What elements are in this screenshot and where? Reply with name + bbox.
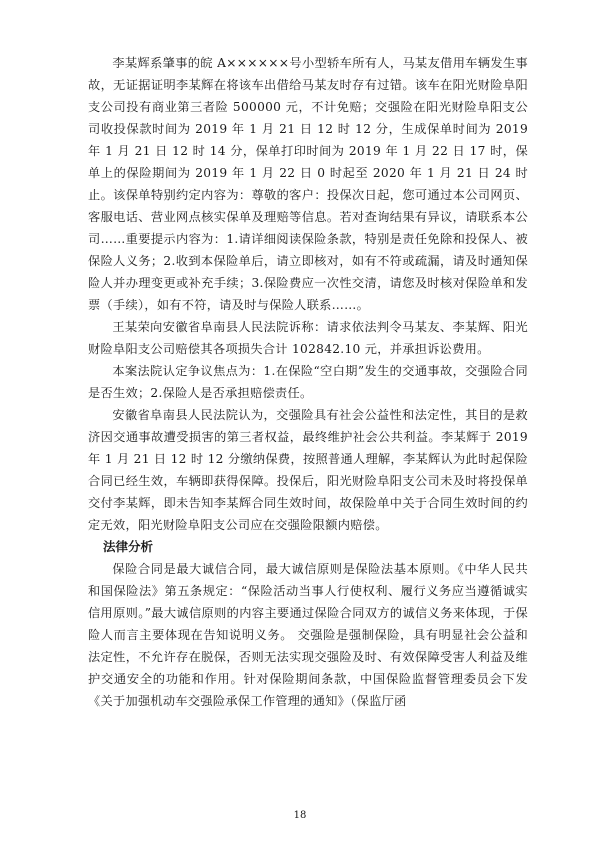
- paragraph-court-opinion: 安徽省阜南县人民法院认为，交强险具有社会公益性和法定性，其目的是救济因交通事故遭受损害的第三者权益，最终维护社会公共利益。李某辉于 2019 年 1 月 21 日 12 时 12 分缴纳保费，按照普通人理解，李某辉认为此时起保险合同已经生效，车辆即获得保障。投保后，阳光财险阜阳支公司未及时将投保单交付李某辉，即未告知李某辉合同生效时间，故保险单中关于合同生效时间的约定无效，阳光财险阜阳支公司应在交强险限额内赔偿。: [88, 408, 528, 532]
- page-number: 18: [293, 810, 307, 821]
- paragraph-dispute-focus: 本案法院认定争议焦点为：1.在保险“空白期”发生的交通事故，交强险合同是否生效；2.保险人是否承担赔偿责任。: [88, 364, 528, 400]
- page-body: [88, 52, 528, 712]
- section-heading-legal-analysis: 法律分析: [103, 539, 154, 554]
- paragraph-plaintiff-claim: 王某荣向安徽省阜南县人民法院诉称：请求依法判令马某友、李某辉、阳光财险阜阳支公司赔偿其各项损失合计 102842.10 元，并承担诉讼费用。: [88, 320, 528, 356]
- paragraph-legal-analysis: 保险合同是最大诚信合同，最大诚信原则是保险法基本原则。《中华人民共和国保险法》第五条规定：“保险活动当事人行使权利、履行义务应当遵循诚实信用原则。”最大诚信原则的内容主要通过保险合同双方的诚信义务来体现，于保险人而言主要体现在告知说明义务。 交强险是强制保险，具有明显社会公益和法定性，不允许存在脱保，否则无法实现交强险及时、有效保障受害人利益及维护交通安全的功能和作用。针对保险期间条款，中国保险监督管理委员会下发《关于加强机动车交强险承保工作管理的通知》（保监厅函: [88, 562, 528, 708]
- paragraph-case-facts: 李某辉系肇事的皖 A××××××号小型轿车所有人，马某友借用车辆发生事故，无证据证明李某辉在将该车出借给马某友时存有过错。该车在阳光财险阜阳支公司投有商业第三者险 500000 元，不计免赔；交强险在阳光财险阜阳支公司收投保款时间为 2019 年 1 月 21 日 12 时 12 分，生成保单时间为 2019 年 1 月 21 日 12 时 14 分，保单打印时间为 2019 年 1 月 22 日 17 时，保单上的保险期间为 2019 年 1 月 22 日 0 时起至 2020 年 1 月 21 日 24 时止。该保单特别约定内容为：尊敬的客户：投保次日起，您可通过本公司网页、客服电话、营业网点核实保单及理赔等信息。若对查询结果有异议，请联系本公司……重要提示内容为：1.请详细阅读保险条款，特别是责任免除和投保人、被保险人义务；2.收到本保险单后，请立即核对，如有不符或疏漏，请及时通知保险人并办理变更或补充手续；3.保险费应一次性交清，请您及时核对保险单和发票（手续），如有不符，请及时与保险人联系……。: [88, 56, 528, 312]
